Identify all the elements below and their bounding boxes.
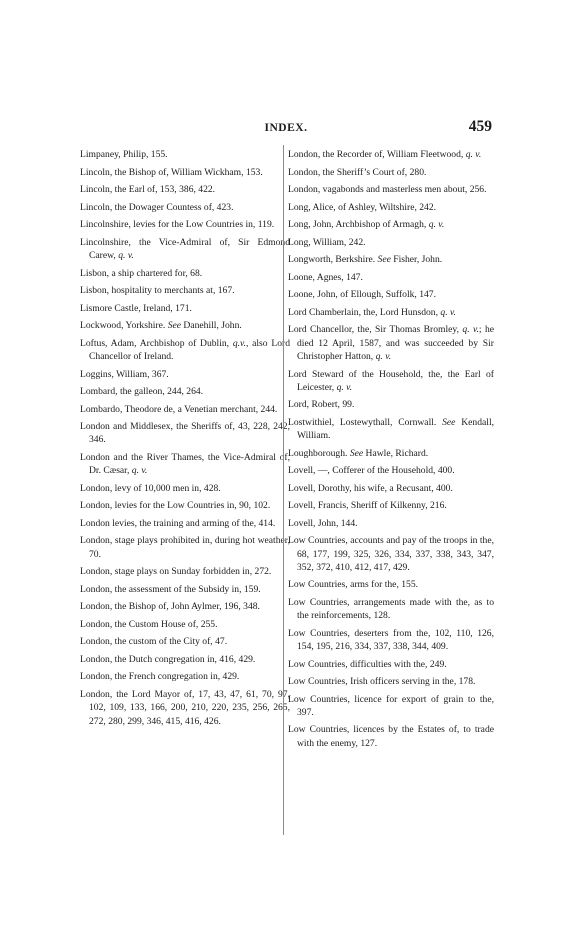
index-entry (288, 596, 494, 623)
entry-text: London, the Lord Mayor of, 17, 43, 47, 61, 70, 97, 102, 109, 133, 166, 200, 210, 220, 235, 256, 265, 272, 280, 299, 346, 415, 416, 426. (80, 689, 290, 727)
index-entry (80, 534, 290, 561)
entry-italic: See (349, 447, 364, 459)
entry-text: Long, John, Archbishop of Armagh, (288, 219, 429, 231)
entry-text: Lincolnshire, the Vice-Admiral of, Sir Edmond Carew, (80, 236, 290, 261)
index-entry (80, 319, 290, 332)
entry-text: London, levies for the Low Countries in, 90, 102. (80, 500, 271, 512)
entry-text: Lisbon, a ship chartered for, 68. (80, 267, 203, 279)
entry-text: Loughborough. (288, 447, 350, 459)
entry-text: Long, William, 242. (288, 236, 366, 248)
index-column-left (80, 148, 290, 732)
entry-text: London, levy of 10,000 men in, 428. (80, 482, 221, 494)
index-entry (288, 218, 494, 231)
index-entry (288, 368, 494, 395)
entry-text: , also Lord Chancellor of Ireland. (89, 337, 290, 362)
index-entry (288, 675, 494, 688)
index-entry (80, 148, 290, 161)
index-entry (80, 201, 290, 214)
index-entry (288, 578, 494, 591)
entry-italic: q. v. (375, 350, 392, 362)
index-entry (288, 723, 494, 750)
index-entry (80, 653, 290, 666)
index-entry (288, 658, 494, 671)
entry-text: Lincoln, the Bishop of, William Wickham, 153. (80, 166, 263, 178)
entry-text: Low Countries, arms for the, 155. (288, 579, 419, 591)
entry-text: Low Countries, licences by the Estates of, to trade with the enemy, 127. (288, 724, 494, 749)
index-entry (80, 583, 290, 596)
entry-text: Longworth, Berkshire. (288, 254, 378, 266)
index-entry (80, 284, 290, 297)
index-entry (288, 534, 494, 574)
entry-italic: q. v. (336, 381, 353, 393)
entry-italic: See (167, 320, 182, 332)
entry-text: Lostwithiel, Lostewythall, Cornwall. (288, 416, 443, 428)
entry-text: Lord Steward of the Household, the, the Earl of Leicester, (288, 368, 494, 393)
entry-text: London, stage plays on Sunday forbidden in, 272. (80, 566, 272, 578)
entry-text: Lord Chamberlain, the, Lord Hunsdon, (288, 306, 441, 318)
entry-text: Lovell, —, Cofferer of the Household, 400. (288, 465, 455, 477)
index-entry (80, 368, 290, 381)
entry-text: London and Middlesex, the Sheriffs of, 43, 228, 242, 346. (80, 421, 290, 446)
entry-text: Low Countries, Irish officers serving in the, 178. (288, 676, 476, 688)
index-entry (288, 517, 494, 530)
entry-text: London, vagabonds and masterless men about, 256. (288, 184, 487, 196)
entry-text: London, the custom of the City of, 47. (80, 636, 228, 648)
entry-text: Lockwood, Yorkshire. (80, 320, 168, 332)
entry-italic: q. v. (428, 219, 445, 231)
entry-text: Lincolnshire, levies for the Low Countries in, 119. (80, 219, 275, 231)
index-entry (288, 693, 494, 720)
index-entry (80, 565, 290, 578)
index-entry (288, 148, 494, 161)
index-entry (80, 451, 290, 478)
entry-text: Low Countries, accounts and pay of the troops in the, 68, 177, 199, 325, 326, 334, 337, 338, 343, 347, 352, 372, 410, 412, 417, 429. (288, 535, 494, 573)
entry-italic: q. v. (440, 306, 456, 318)
entry-text: Lismore Castle, Ireland, 171. (80, 302, 192, 314)
entry-text: Lombardo, Theodore de, a Venetian merchant, 244. (80, 403, 278, 415)
entry-text: Lincoln, the Earl of, 153, 386, 422. (80, 184, 216, 196)
entry-italic: q. v. (462, 324, 479, 336)
entry-text: Loftus, Adam, Archbishop of Dublin, (80, 337, 233, 349)
index-entry (80, 600, 290, 613)
entry-italic: q. v. (465, 149, 482, 160)
entry-italic: q. v. (131, 465, 148, 477)
index-entry (80, 420, 290, 447)
index-entry (80, 482, 290, 495)
index-entry (80, 337, 290, 364)
entry-text: London, the Recorder of, William Fleetwood, (288, 149, 466, 160)
entry-italic: See (377, 254, 391, 266)
index-entry (288, 306, 494, 319)
entry-text: Lovell, Francis, Sheriff of Kilkenny, 216. (288, 500, 447, 512)
index-entry (288, 464, 494, 477)
index-entry (288, 253, 494, 266)
index-column-right (288, 148, 494, 754)
index-entry (80, 302, 290, 315)
index-entry (80, 635, 290, 648)
entry-text: Lord Chancellor, the, Sir Thomas Bromley, (288, 324, 463, 336)
entry-text: London, the French congregation in, 429. (80, 671, 240, 683)
entry-text: London, stage plays prohibited in, during hot weather, 70. (80, 535, 290, 560)
entry-text: London levies, the training and arming of the, 414. (80, 517, 276, 529)
entry-text: Low Countries, licence for export of grain to the, 397. (288, 693, 494, 718)
entry-text: London, the assessment of the Subsidy in, 159. (80, 583, 261, 595)
entry-text: London, the Dutch congregation in, 416, 429. (80, 653, 256, 665)
entry-text: London, the Custom House of, 255. (80, 618, 218, 630)
index-entry (288, 398, 494, 411)
index-entry (288, 499, 494, 512)
index-entry (288, 183, 494, 196)
index-entry (288, 323, 494, 363)
index-entry (80, 183, 290, 196)
entry-text: London, the Bishop of, John Aylmer, 196, 348. (80, 601, 260, 613)
entry-text: Loggins, William, 367. (80, 368, 169, 380)
entry-text: Lombard, the galleon, 244, 264. (80, 386, 204, 398)
index-entry (288, 447, 494, 460)
page-number: 459 (468, 118, 492, 135)
entry-italic: q.v. (232, 337, 246, 349)
index-entry (80, 267, 290, 280)
index-entry (80, 236, 290, 263)
entry-text: Low Countries, arrangements made with the, as to the reinforcements, 128. (288, 596, 494, 622)
entry-text: Loone, Agnes, 147. (288, 271, 363, 283)
entry-text: Lovell, John, 144. (288, 517, 358, 529)
entry-italic: q. v. (118, 249, 134, 261)
entry-text: Lisbon, hospitality to merchants at, 167. (80, 285, 235, 297)
entry-text: Fisher, John. (390, 254, 443, 266)
entry-text: Lovell, Dorothy, his wife, a Recusant, 400. (288, 482, 453, 494)
index-entry (80, 499, 290, 512)
entry-text: Lincoln, the Dowager Countess of, 423. (80, 201, 234, 213)
running-title: INDEX. (264, 122, 308, 134)
page-header (80, 118, 492, 140)
index-entry (288, 271, 494, 284)
index-entry (80, 218, 290, 231)
index-entry (288, 236, 494, 249)
index-entry (80, 517, 290, 530)
index-entry (288, 627, 494, 654)
entry-text: Limpaney, Philip, 155. (80, 149, 168, 160)
index-entry (80, 618, 290, 631)
index-entry (288, 482, 494, 495)
entry-text: Loone, John, of Ellough, Suffolk, 147. (288, 289, 436, 301)
index-entry (288, 201, 494, 214)
entry-text: Low Countries, deserters from the, 102, 110, 126, 154, 195, 216, 334, 337, 338, 344, 409. (288, 627, 494, 653)
index-entry (288, 416, 494, 443)
index-entry (80, 403, 290, 416)
entry-text: Danehill, John. (181, 320, 242, 332)
index-entry (80, 688, 290, 728)
entry-text: Low Countries, difficulties with the, 249. (288, 658, 447, 670)
index-entry (80, 385, 290, 398)
index-entry (80, 166, 290, 179)
index-entry (288, 288, 494, 301)
index-entry (288, 166, 494, 179)
column-divider (283, 145, 284, 835)
entry-text: London and the River Thames, the Vice-Admiral of, Dr. Cæsar, (80, 451, 290, 477)
entry-text: Kendall, William. (297, 416, 495, 442)
entry-text: ; he died 12 April, 1587, and was succeeded by Sir Christopher Hatton, (297, 324, 494, 362)
entry-text: Hawle, Richard. (363, 447, 429, 459)
entry-italic: See (442, 416, 456, 428)
entry-text: London, the Sheriff’s Court of, 280. (288, 166, 427, 178)
entry-text: Lord, Robert, 99. (288, 399, 355, 411)
index-entry (80, 670, 290, 683)
entry-text: Long, Alice, of Ashley, Wiltshire, 242. (288, 201, 437, 213)
